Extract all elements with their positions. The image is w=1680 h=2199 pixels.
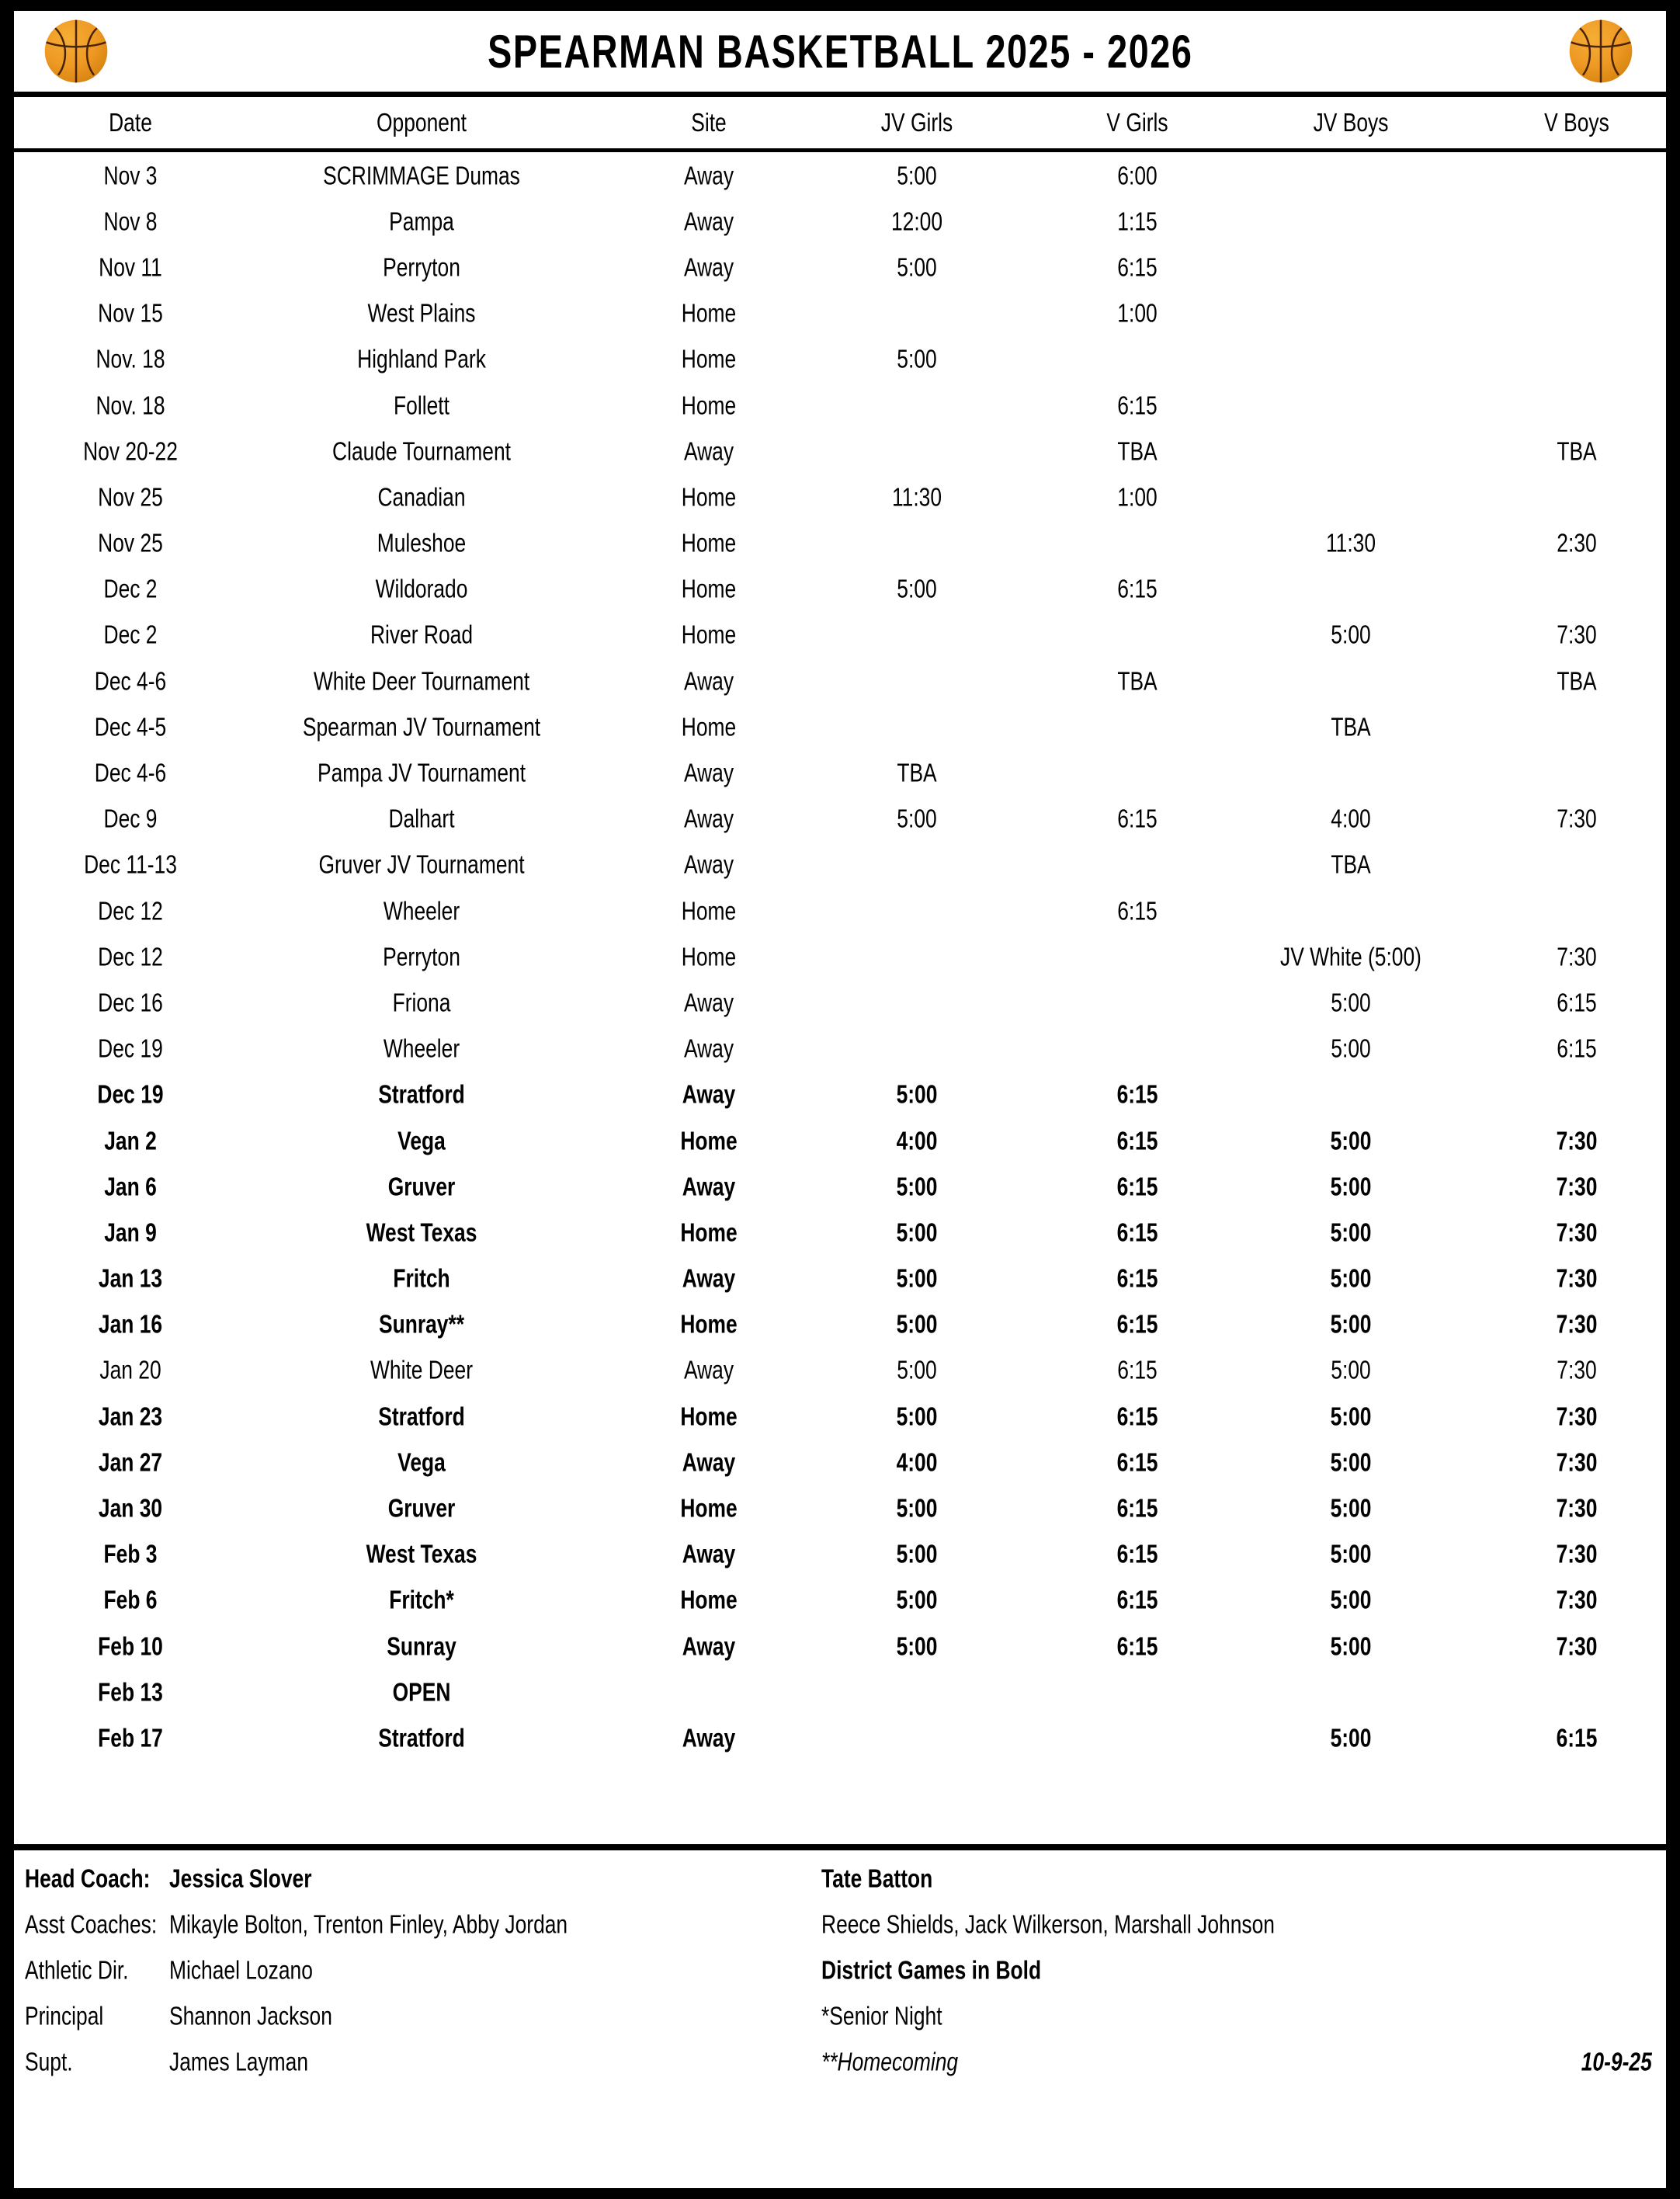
cell-v-girls: 6:15	[1116, 1126, 1158, 1155]
cell-v-girls: TBA	[1117, 436, 1158, 466]
cell-date: Jan 27	[98, 1447, 163, 1477]
cell-jv-girls: 12:00	[890, 207, 943, 236]
cell-date: Dec 19	[97, 1079, 164, 1109]
cell-site: Away	[683, 161, 734, 190]
cell-date: Feb 13	[98, 1677, 163, 1707]
footer-girls-staff: Mikayle Bolton, Trenton Finley, Abby Jordan	[169, 1909, 568, 1938]
cell-date: Feb 6	[103, 1585, 158, 1614]
cell-opponent: Perryton	[383, 252, 460, 282]
cell-v-boys: 7:30	[1557, 620, 1597, 649]
cell-date: Dec 4-6	[94, 758, 167, 787]
cell-opponent: Stratford	[378, 1723, 465, 1753]
table-row	[14, 1485, 1666, 1530]
cell-v-boys: 7:30	[1557, 942, 1597, 971]
cell-opponent: Stratford	[378, 1079, 465, 1109]
cell-site: Away	[683, 758, 734, 787]
cell-opponent: Gruver	[387, 1172, 456, 1201]
cell-date: Jan 6	[104, 1172, 157, 1201]
cell-date: Dec 19	[98, 1033, 163, 1063]
table-row	[14, 290, 1666, 336]
cell-v-boys: 7:30	[1556, 1447, 1598, 1477]
table-row	[14, 1623, 1666, 1669]
footer-row	[14, 1947, 1666, 1992]
cell-date: Jan 16	[98, 1309, 163, 1339]
column-header-v-girls: V Girls	[1106, 108, 1168, 137]
cell-v-girls: 6:15	[1116, 1079, 1158, 1109]
cell-site: Away	[683, 849, 734, 879]
footer-girls-staff: Michael Lozano	[169, 1955, 313, 1984]
footer-boys-staff: *Senior Night	[821, 2001, 942, 2030]
cell-v-girls: 6:15	[1116, 1631, 1158, 1661]
cell-opponent: Highland Park	[357, 344, 486, 373]
cell-site: Away	[682, 1263, 736, 1293]
table-row	[14, 336, 1666, 382]
cell-jv-boys: 5:00	[1330, 1402, 1372, 1431]
cell-site: Away	[682, 1447, 736, 1477]
cell-opponent: Canadian	[377, 482, 466, 512]
cell-jv-girls: 5:00	[897, 804, 937, 833]
footer-label: Athletic Dir.	[25, 1955, 129, 1984]
cell-date: Nov 25	[98, 528, 163, 558]
cell-date: Jan 13	[98, 1263, 163, 1293]
cell-v-boys: 2:30	[1557, 528, 1597, 558]
cell-site: Home	[680, 1402, 738, 1431]
footer-boys-staff: **Homecoming	[821, 2047, 959, 2076]
table-row	[14, 1347, 1666, 1393]
cell-opponent: Vega	[397, 1126, 446, 1155]
cell-v-girls: TBA	[1117, 666, 1158, 696]
cell-jv-girls: 11:30	[891, 482, 942, 512]
cell-date: Jan 9	[104, 1218, 157, 1247]
cell-jv-boys: 11:30	[1325, 528, 1376, 558]
cell-jv-girls: 5:00	[897, 344, 937, 373]
schedule-table-body	[14, 152, 1666, 1850]
cell-opponent: Gruver JV Tournament	[318, 849, 525, 879]
cell-v-girls: 6:15	[1116, 1539, 1158, 1568]
cell-date: Jan 30	[98, 1493, 163, 1523]
cell-opponent: West Plains	[367, 298, 476, 328]
cell-site: Away	[683, 1355, 734, 1384]
cell-site: Away	[683, 1033, 734, 1063]
cell-opponent: Wildorado	[375, 574, 468, 603]
cell-v-girls: 6:15	[1116, 1493, 1158, 1523]
cell-jv-boys: 5:00	[1330, 1218, 1372, 1247]
cell-jv-boys: 5:00	[1330, 1263, 1372, 1293]
cell-site: Away	[682, 1631, 736, 1661]
cell-site: Home	[681, 528, 737, 558]
basketball-icon	[39, 14, 113, 89]
cell-jv-boys: 5:00	[1330, 1493, 1372, 1523]
cell-jv-girls: 5:00	[896, 1493, 938, 1523]
footer-row	[14, 2038, 1666, 2084]
cell-v-boys: 7:30	[1556, 1402, 1598, 1431]
cell-jv-girls: 5:00	[896, 1539, 938, 1568]
cell-jv-boys: 4:00	[1331, 804, 1371, 833]
footer-girls-staff: Jessica Slover	[169, 1864, 312, 1892]
cell-opponent: West Texas	[366, 1539, 477, 1568]
cell-site: Home	[680, 1493, 738, 1523]
cell-date: Jan 23	[98, 1402, 163, 1431]
cell-opponent: Follett	[394, 391, 450, 420]
cell-site: Away	[682, 1079, 736, 1109]
footer-label: Asst Coaches:	[25, 1909, 158, 1938]
cell-v-girls: 6:15	[1116, 1447, 1158, 1477]
cell-v-boys: 7:30	[1556, 1263, 1598, 1293]
cell-site: Away	[683, 804, 734, 833]
cell-v-girls: 6:15	[1117, 252, 1158, 282]
cell-opponent: Fritch	[393, 1263, 450, 1293]
cell-jv-girls: 4:00	[896, 1447, 938, 1477]
cell-jv-girls: 5:00	[896, 1309, 938, 1339]
cell-jv-boys: 5:00	[1330, 1631, 1372, 1661]
cell-jv-boys: TBA	[1331, 712, 1371, 742]
cell-date: Feb 3	[103, 1539, 158, 1568]
cell-opponent: Dalhart	[388, 804, 455, 833]
cell-jv-boys: 5:00	[1330, 1723, 1372, 1753]
cell-v-girls: 6:00	[1117, 161, 1158, 190]
cell-jv-girls: 5:00	[896, 1172, 938, 1201]
cell-date: Jan 20	[99, 1355, 161, 1384]
table-row	[14, 888, 1666, 933]
cell-jv-girls: 5:00	[896, 1263, 938, 1293]
table-row	[14, 1026, 1666, 1072]
cell-site: Home	[681, 620, 737, 649]
cell-site: Home	[681, 712, 737, 742]
table-row	[14, 842, 1666, 888]
cell-jv-girls: 5:00	[897, 574, 937, 603]
cell-opponent: Perryton	[383, 942, 460, 971]
cell-v-boys: 6:15	[1557, 1033, 1597, 1063]
table-row	[14, 474, 1666, 519]
cell-site: Away	[683, 666, 734, 696]
revision-date: 10-9-25	[1581, 2047, 1652, 2076]
table-row	[14, 1669, 1666, 1714]
cell-jv-boys: 5:00	[1330, 1539, 1372, 1568]
cell-date: Jan 2	[104, 1126, 157, 1155]
cell-jv-boys: 5:00	[1330, 1309, 1372, 1339]
cell-site: Home	[681, 298, 737, 328]
cell-opponent: White Deer	[370, 1355, 474, 1384]
table-row	[14, 749, 1666, 795]
column-header-jv-girls: JV Girls	[880, 108, 953, 137]
table-row	[14, 1117, 1666, 1163]
cell-date: Nov 25	[98, 482, 163, 512]
table-row	[14, 520, 1666, 566]
cell-date: Feb 10	[98, 1631, 163, 1661]
cell-date: Nov 20-22	[83, 436, 178, 466]
cell-jv-boys: 5:00	[1330, 1172, 1372, 1201]
table-row	[14, 1072, 1666, 1117]
cell-jv-girls: 5:00	[897, 1355, 937, 1384]
cell-site: Away	[682, 1723, 736, 1753]
cell-date: Dec 2	[103, 574, 158, 603]
cell-jv-girls: 5:00	[896, 1585, 938, 1614]
page-title: SPEARMAN BASKETBALL 2025 - 2026	[487, 25, 1193, 78]
title-bar	[14, 11, 1666, 97]
cell-opponent: White Deer Tournament	[313, 666, 530, 696]
cell-v-girls: 6:15	[1117, 1355, 1158, 1384]
table-row	[14, 566, 1666, 612]
cell-jv-girls: 4:00	[896, 1126, 938, 1155]
cell-date: Dec 2	[103, 620, 158, 649]
cell-jv-girls: 5:00	[896, 1402, 938, 1431]
cell-v-girls: 6:15	[1116, 1585, 1158, 1614]
table-row	[14, 428, 1666, 474]
table-row	[14, 933, 1666, 979]
cell-date: Nov. 18	[95, 391, 165, 420]
cell-jv-girls: 5:00	[896, 1079, 938, 1109]
cell-site: Home	[680, 1126, 738, 1155]
cell-opponent: Wheeler	[383, 1033, 460, 1063]
table-row	[14, 1301, 1666, 1347]
cell-site: Home	[681, 482, 737, 512]
table-row	[14, 612, 1666, 658]
cell-date: Dec 16	[98, 988, 163, 1017]
cell-site: Home	[680, 1309, 738, 1339]
cell-jv-boys: 5:00	[1331, 620, 1371, 649]
basketball-icon	[1564, 14, 1638, 89]
cell-v-boys: TBA	[1557, 666, 1597, 696]
table-row	[14, 1439, 1666, 1485]
cell-opponent: Sunray**	[378, 1309, 465, 1339]
cell-v-girls: 6:15	[1116, 1218, 1158, 1247]
cell-v-boys: 6:15	[1557, 988, 1597, 1017]
cell-jv-boys: 5:00	[1330, 1585, 1372, 1614]
cell-opponent: Gruver	[387, 1493, 456, 1523]
cell-opponent: River Road	[370, 620, 474, 649]
cell-v-girls: 6:15	[1117, 896, 1158, 926]
cell-v-boys: 7:30	[1556, 1585, 1598, 1614]
column-header-site: Site	[691, 108, 727, 137]
footer-boys-staff: Tate Batton	[821, 1864, 933, 1892]
table-row	[14, 703, 1666, 749]
cell-opponent: Stratford	[378, 1402, 465, 1431]
cell-date: Dec 9	[103, 804, 158, 833]
cell-v-boys: 7:30	[1556, 1309, 1598, 1339]
cell-opponent: Claude Tournament	[332, 436, 511, 466]
cell-v-boys: TBA	[1557, 436, 1597, 466]
cell-site: Away	[682, 1539, 736, 1568]
table-row	[14, 1209, 1666, 1255]
footer-label: Principal	[25, 2001, 104, 2030]
cell-v-boys: 7:30	[1556, 1218, 1598, 1247]
cell-date: Nov 11	[99, 252, 162, 282]
table-row	[14, 1577, 1666, 1623]
cell-v-boys: 7:30	[1556, 1631, 1598, 1661]
cell-date: Nov 8	[103, 207, 158, 236]
footer-row	[14, 1901, 1666, 1947]
cell-v-boys: 7:30	[1556, 1493, 1598, 1523]
table-row	[14, 658, 1666, 703]
cell-opponent: Muleshoe	[377, 528, 467, 558]
cell-site: Home	[680, 1585, 738, 1614]
footer-label: Head Coach:	[25, 1864, 151, 1892]
cell-date: Dec 4-6	[94, 666, 167, 696]
table-row	[14, 1393, 1666, 1439]
cell-v-girls: 6:15	[1117, 391, 1158, 420]
cell-date: Dec 4-5	[94, 712, 167, 742]
cell-site: Home	[680, 1218, 738, 1247]
footer-boys-staff: Reece Shields, Jack Wilkerson, Marshall Johnson	[821, 1909, 1275, 1938]
cell-site: Away	[683, 436, 734, 466]
cell-v-girls: 6:15	[1117, 574, 1158, 603]
table-row	[14, 198, 1666, 244]
cell-v-boys: 7:30	[1556, 1126, 1598, 1155]
cell-v-girls: 1:15	[1117, 207, 1158, 236]
cell-site: Away	[683, 988, 734, 1017]
cell-jv-girls: 5:00	[897, 161, 937, 190]
cell-opponent: SCRIMMAGE Dumas	[323, 161, 520, 190]
table-row	[14, 979, 1666, 1025]
cell-date: Dec 11-13	[84, 849, 177, 879]
cell-opponent: Spearman JV Tournament	[302, 712, 541, 742]
cell-site: Away	[683, 207, 734, 236]
table-row	[14, 382, 1666, 428]
footer-girls-staff: James Layman	[169, 2047, 309, 2076]
footer-label: Supt.	[25, 2047, 73, 2076]
footer-row	[14, 1992, 1666, 2038]
cell-opponent: Vega	[397, 1447, 446, 1477]
cell-v-girls: 6:15	[1116, 1172, 1158, 1201]
cell-site: Home	[681, 391, 737, 420]
cell-opponent: OPEN	[392, 1677, 451, 1707]
column-header-opponent: Opponent	[377, 108, 467, 137]
cell-jv-girls: TBA	[897, 758, 937, 787]
table-row	[14, 1531, 1666, 1577]
cell-jv-girls: 5:00	[896, 1218, 938, 1247]
cell-v-girls: 6:15	[1116, 1309, 1158, 1339]
cell-opponent: West Texas	[366, 1218, 477, 1247]
cell-date: Nov. 18	[95, 344, 165, 373]
cell-opponent: Pampa JV Tournament	[317, 758, 526, 787]
footer-girls-staff: Shannon Jackson	[169, 2001, 332, 2030]
cell-jv-boys: 5:00	[1331, 1355, 1371, 1384]
cell-jv-boys: TBA	[1331, 849, 1371, 879]
cell-date: Nov 15	[98, 298, 163, 328]
table-row	[14, 152, 1666, 198]
cell-date: Dec 12	[98, 942, 163, 971]
cell-opponent: Fritch*	[389, 1585, 454, 1614]
footer-row	[14, 1855, 1666, 1901]
table-row	[14, 1256, 1666, 1301]
cell-v-boys: 7:30	[1557, 804, 1597, 833]
cell-v-girls: 1:00	[1117, 298, 1158, 328]
column-header-jv-boys: JV Boys	[1313, 108, 1389, 137]
cell-jv-girls: 5:00	[897, 252, 937, 282]
cell-site: Away	[683, 252, 734, 282]
column-header-v-boys: V Boys	[1544, 108, 1609, 137]
cell-site: Home	[681, 574, 737, 603]
cell-jv-boys: 5:00	[1330, 1447, 1372, 1477]
cell-site: Home	[681, 344, 737, 373]
footer-info	[14, 1850, 1666, 2085]
cell-opponent: Sunray	[387, 1631, 456, 1661]
cell-jv-boys: 5:00	[1331, 988, 1371, 1017]
cell-date: Dec 12	[98, 896, 163, 926]
table-row	[14, 1163, 1666, 1209]
cell-v-girls: 1:00	[1117, 482, 1158, 512]
cell-jv-boys: 5:00	[1330, 1126, 1372, 1155]
cell-v-girls: 6:15	[1116, 1263, 1158, 1293]
cell-v-boys: 7:30	[1557, 1355, 1597, 1384]
table-column-header	[14, 97, 1666, 152]
cell-opponent: Wheeler	[383, 896, 460, 926]
cell-v-boys: 6:15	[1556, 1723, 1598, 1753]
cell-opponent: Friona	[392, 988, 451, 1017]
cell-v-boys: 7:30	[1556, 1539, 1598, 1568]
cell-v-boys: 7:30	[1556, 1172, 1598, 1201]
cell-opponent: Pampa	[389, 207, 454, 236]
column-header-date: Date	[109, 108, 152, 137]
cell-site: Home	[681, 942, 737, 971]
cell-jv-boys: 5:00	[1331, 1033, 1371, 1063]
table-row	[14, 1714, 1666, 1760]
table-row	[14, 244, 1666, 290]
cell-site: Away	[682, 1172, 736, 1201]
cell-v-girls: 6:15	[1117, 804, 1158, 833]
cell-v-girls: 6:15	[1116, 1402, 1158, 1431]
cell-jv-boys: JV White (5:00)	[1280, 942, 1421, 971]
table-row	[14, 796, 1666, 842]
footer-boys-staff: District Games in Bold	[821, 1955, 1042, 1984]
cell-date: Nov 3	[103, 161, 158, 190]
cell-jv-girls: 5:00	[896, 1631, 938, 1661]
cell-site: Home	[681, 896, 737, 926]
cell-date: Feb 17	[98, 1723, 163, 1753]
